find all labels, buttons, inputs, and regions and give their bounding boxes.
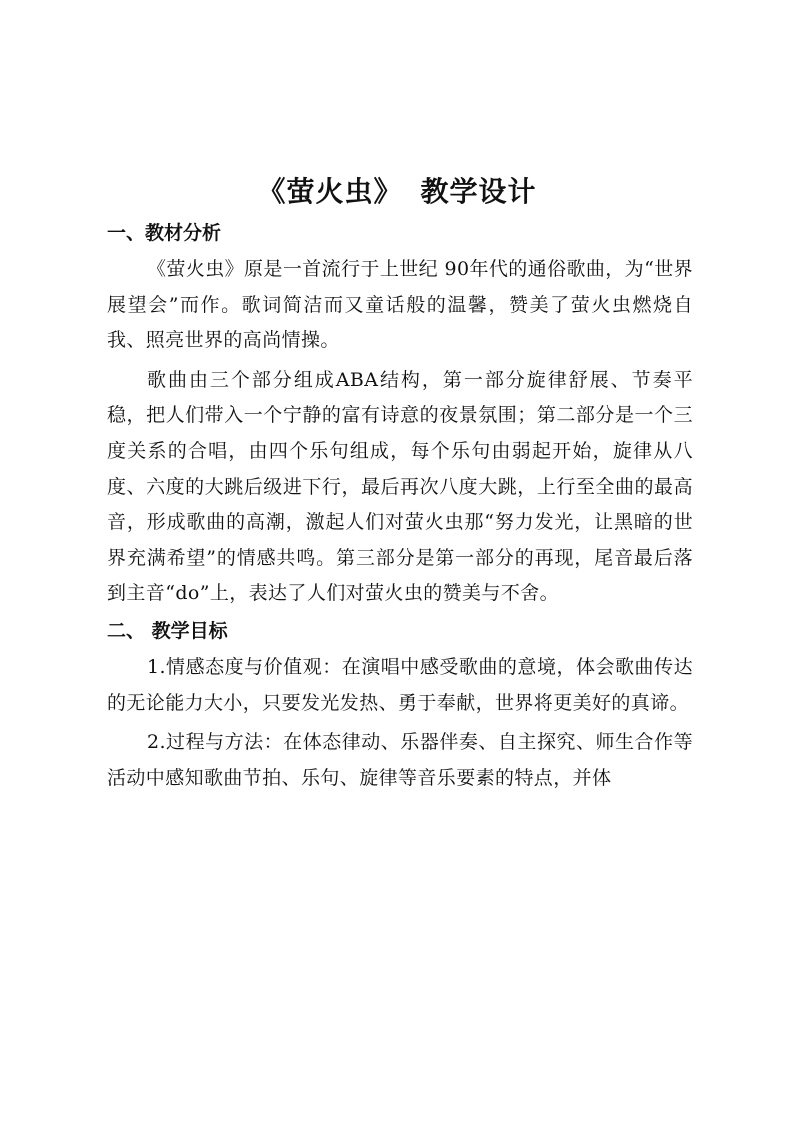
paragraph: 歌曲由三个部分组成ABA结构，第一部分旋律舒展、节奏平稳，把人们带入一个宁静的富有诗意的夜景氛围；第二部分是一个三度关系的合唱，由四个乐句组成，每个乐句由弱起开始，旋律从八度、六度的大跳后级进下行，最后再次八度大跳，上行至全曲的最高音，形成歌曲的高潮，激起人们对萤火虫那“努力发光，让黑暗的世界充满希望”的情感共鸣。第三部分是第一部分的再现，尾音最后落到主音“do”上，表达了人们对萤火虫的赞美与不舍。 (107, 368, 693, 605)
document-title (0, 172, 794, 212)
section-heading: 二、 教学目标 (107, 619, 228, 642)
paragraph: 1.情感态度与价值观：在演唱中感受歌曲的意境，体会歌曲传达的无论能力大小，只要发光发热、勇于奉献，世界将更美好的真谛。 (107, 655, 693, 714)
title-suffix: 教学设计 (420, 175, 537, 208)
section-textbook-analysis (107, 218, 693, 612)
paragraph: 《萤火虫》原是一首流行于上世纪 90年代的通俗歌曲，为“世界展望会”而作。歌词简洁而又童话般的温馨，赞美了萤火虫燃烧自我、照亮世界的高尚情操。 (107, 258, 693, 352)
title-song-name: 《萤火虫》 (257, 175, 403, 208)
section-teaching-goals (107, 616, 693, 796)
paragraph: 2.过程与方法：在体态律动、乐器伴奏、自主探究、师生合作等活动中感知歌曲节拍、乐句、旋律等音乐要素的特点，并体 (107, 731, 693, 789)
section-heading: 一、教材分析 (107, 222, 222, 244)
document-body (107, 218, 693, 800)
